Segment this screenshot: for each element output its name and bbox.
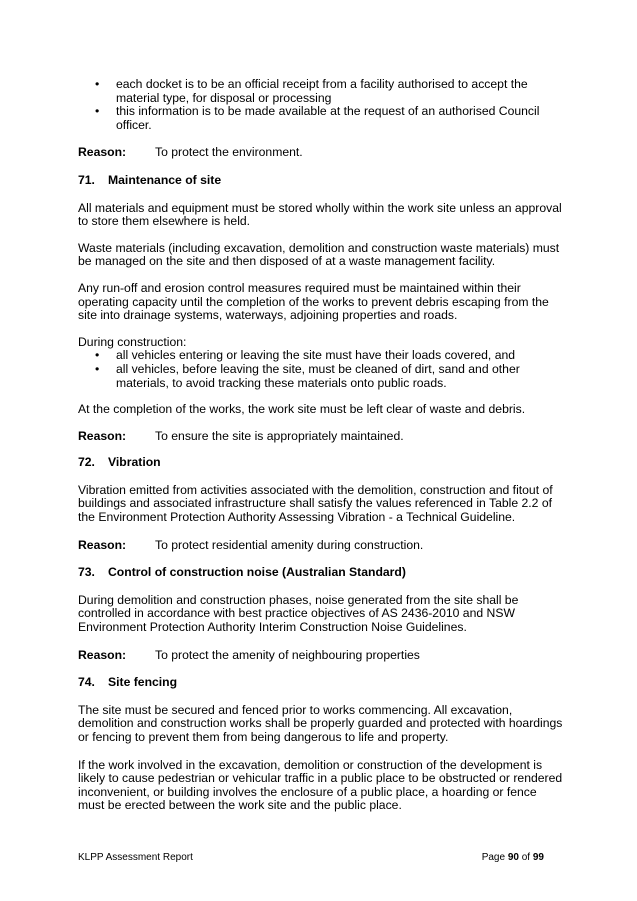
section-73-heading: 73. Control of construction noise (Australian Standard)	[78, 565, 406, 580]
section-73-paragraph-1: During demolition and construction phases, noise generated from the site shall be controlled in accordance with best practice objectives of AS 2436-2010 and NSW Environment Protection Authority Interim Construction Noise Guidelines.	[78, 592, 519, 635]
reason-label: Reason:	[78, 145, 127, 160]
section-74-paragraph-2: If the work involved in the excavation, demolition or construction of the development is likely to cause pedestrian or vehicular traffic in a public place to be obstructed or rendered inconvenient, or building involves the enclosure of a public place, a hoarding or fence must be erected between the work site and the public place.	[78, 757, 563, 813]
section-74-heading: 74. Site fencing	[78, 675, 178, 690]
reason-text: To protect residential amenity during construction.	[155, 537, 424, 552]
section-71-paragraph-3: Any run-off and erosion control measures required must be maintained within their operating capacity until the completion of the works to prevent debris escaping from the site into drainage systems, waterways, adjoining properties and roads.	[78, 280, 549, 323]
list-item: • all vehicles, before leaving the site, must be cleaned of dirt, sand and other materials, to avoid tracking these materials onto public roads.	[95, 361, 520, 390]
reason-73	[78, 649, 564, 663]
section-71-heading: 71. Maintenance of site	[78, 172, 222, 187]
list-item: • each docket is to be an official receipt from a facility authorised to accept the material type, for disposal or processing	[95, 77, 528, 105]
section-72-heading: 72. Vibration	[78, 455, 161, 470]
reason-text: To protect the amenity of neighbouring properties	[155, 647, 420, 662]
reason-label: Reason:	[78, 647, 127, 662]
reason-71	[78, 430, 564, 444]
section-71-paragraph-4: During construction:	[78, 334, 187, 349]
list-item: • this information is to be made available at the request of an authorised Council officer.	[95, 104, 540, 132]
reason-label: Reason:	[78, 537, 127, 552]
section-71-paragraph-5: At the completion of the works, the work site must be left clear of waste and debris.	[78, 402, 526, 417]
reason-72	[78, 539, 564, 553]
document-page	[78, 0, 564, 813]
reason-text: To ensure the site is appropriately maintained.	[155, 428, 404, 443]
section-71-paragraph-2: Waste materials (including excavation, demolition and construction waste materials) must be managed on the site and then disposed of at a waste management facility.	[78, 240, 560, 269]
top-bullet-list	[78, 78, 564, 132]
section-72-paragraph-1: Vibration emitted from activities associated with the demolition, construction and fitout of buildings and associated infrastructure shall satisfy the values referenced in Table 2.2 of the Environment Protection Authority Assessing Vibration - a Technical Guideline.	[78, 482, 553, 525]
page-footer	[78, 852, 544, 864]
section-74-paragraph-1: The site must be secured and fenced prior to works commencing. All excavation, demolition and construction works shall be properly guarded and protected with hoardings or fencing to prevent them from being dangerous to life and property.	[78, 702, 563, 744]
reason-label: Reason:	[78, 428, 127, 443]
reason-text: To protect the environment.	[155, 145, 303, 160]
footer-page-number: Page 90 of 99	[481, 852, 544, 863]
footer-report-title: KLPP Assessment Report	[78, 852, 193, 863]
section-71-bullet-list	[78, 349, 564, 390]
reason-1	[78, 146, 564, 160]
list-item: • all vehicles entering or leaving the site must have their loads covered, and	[95, 348, 516, 363]
section-71-paragraph-1: All materials and equipment must be stored wholly within the work site unless an approval to store them elsewhere is held.	[78, 200, 562, 229]
